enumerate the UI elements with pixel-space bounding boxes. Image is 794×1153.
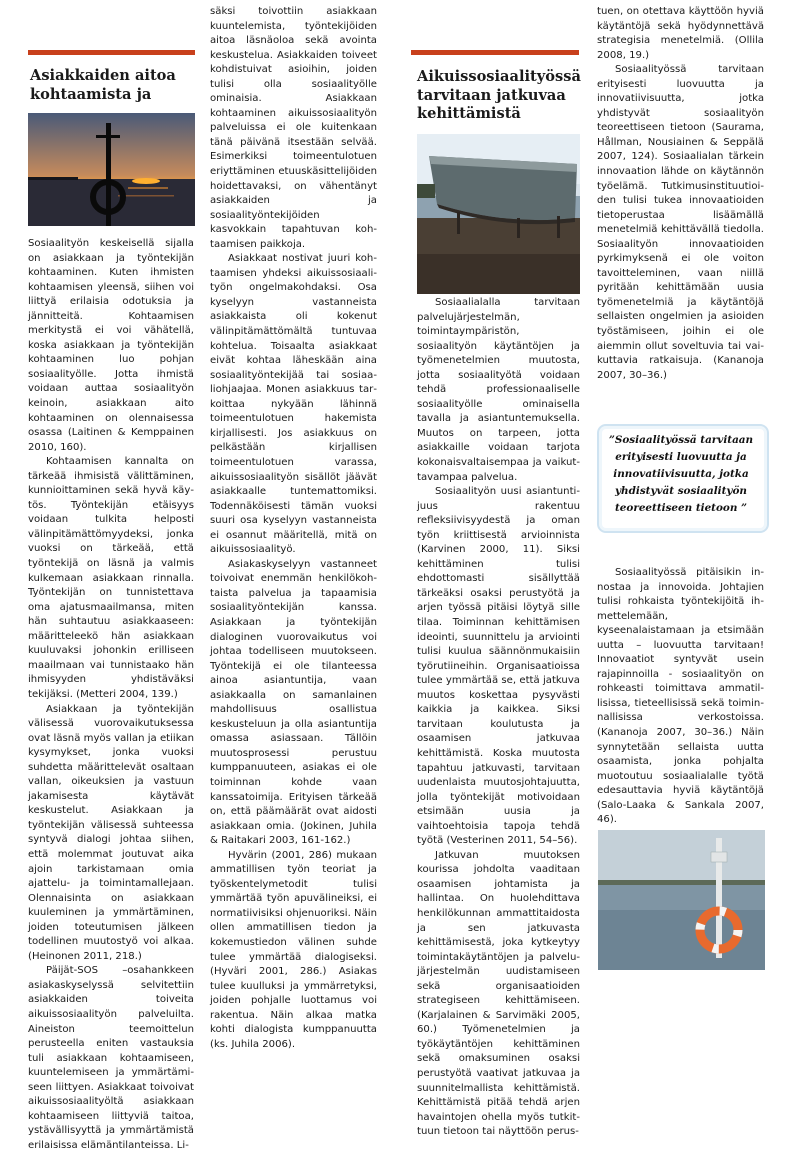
paragraph: Päijät-SOS –osahankkeen asiakaskyselyssä selvitettiin asiakkaiden toiveita aikuissosiaalityön palveluilta. Aineiston teemoittelun perusteella eniten vastauksia tuli asiakkaan kohtaamiseen, kuuntelemiseen ja ymmärtämiseen liittyen. Asiakkaat toivoivat aikuissosiaalityöltä asiakkaan kohtaamiseen liittyviä taitoa, ystävällisyyttä ja ymmärtämistä erilaisissa elämäntilanteissa. Li- [28,965,194,1151]
article1-accent-bar [28,50,195,55]
article1-column-1 [28,237,194,1153]
paragraph: Sosiaalityön uusi asiantuntijuus rakentuu refleksiivisyydestä ja oman työn kriittisestä arvioinnista (Karvinen 2000, 11). Siksi kehittäminen tulisi ehdottomasti sisällyttää tärkeäksi osaksi perustyötä ja arjen työssä pitäisi löytyä sille tilaa. Toiminnan kehittämisen ideointi, suunnittelu ja arviointi tulisi kuulua säännönmukaisiin työrutiineihin. Organisaatioissa tulee ymmärtää se, että jatkuva muutos koskettaa pysyvästi kaikkia ja kaikkea. Siksi tarvitaan koulutusta ja osaamisen jatkuvaa kehittämistä. Koska muutosta tapahtuu jatkuvasti, tarvitaan uudenlaista muutosjohtajuutta, jolla työntekijät motivoidaan etsimään uusia ja vaihtoehtoisia tapoja tehdä työtä (Vesterinen 2011, 54–56). [417,486,580,847]
sunset-lifebuoy-illustration [28,113,195,226]
paragraph: Asiakkaan ja työntekijän välisessä vuorovaikutuksessa ovat läsnä myös vallan ja etiikan kysymykset, jonka vuoksi suhdetta määrittelevät osaltaan vallan, oikeuksien ja vastuun jakamisesta käytävät keskustelut. Asiakkaan ja työntekijän välisessä suhteessa syntyvä dialogi johtaa siihen, että molemmat joutuvat aika ajoin tarkistamaan omia ajattelu- ja toimintamallejaan. Olennaisinta on asiakkaan kuuleminen ja ymmärtäminen, joiden toteutumisen jälkeen todellinen muutostyö voi alkaa. (Heinonen 2011, 218.) [28,703,194,962]
paragraph: Sosiaalityön keskeisellä sijalla on asiakkaan ja työntekijän kohtaaminen. Kuten ihmisten kohtaamisen yleensä, siihen voi liittyä erilaisia odotuksia ja jännitteitä. Kohtaamisen merkitystä ei voi vähätellä, koska asiakkaan ja työntekijän kohtaaminen luo pohjan sosiaalityölle. Jotta ihmistä voidaan auttaa sosiaalityön keinoin, asiakkaan aito kohtaaminen on olennaisessa osassa (Laitinen & Kemppainen 2010, 160). [28,238,194,453]
pull-quote-text: ”Sosiaalityössä tarvitaan erityisesti luovuutta ja innovatiivisuutta, jotka yhdistyvät sosiaalityön teoreettiseen tietoon ” [608,434,754,514]
lifebuoy-photo [598,830,765,970]
article2-heading: Aikuissosiaalityössä tarvitaan jatkuvaa kehittämistä [417,68,581,122]
boat-photo [417,134,580,294]
paragraph: Asiakaskyselyyn vastanneet toivoivat enemmän henkilökohtaista palvelua ja tapaamisia sosiaalityöntekijän kanssa. Asiakkaan ja työntekijän dialoginen vuorovaikutus voi johtaa todelliseen muutokseen. Työntekijä ei ole tilanteessa ainoa asiantuntija, vaan asiakkaalla on samanlainen mahdollisuus osallistua keskusteluun ja olla asiantuntija omassa asiassaan. Tällöin muutosprosessi perustuu kumppanuuteen, asiakas ei ole toiminnan kohde vaan kanssatoimija. Erityisen tärkeää on, että päämäärät ovat aidosti asiakkaan omia. (Jokinen, Juhila & Raitakari 2003, 161-162.) [210,558,377,847]
paragraph: tuen, on otettava käyttöön hyviä käytäntöjä sekä hyödynnettävä strategisia menetelmiä. (Ollila 2008, 19.) [597,6,764,61]
boat-on-shore-illustration [417,134,580,294]
lifebuoy-lake-illustration [598,830,765,970]
paragraph: Sosiaalityössä pitäisikin innostaa ja innovoida. Johtajien tulisi rohkaista työntekijöitä ihmettelemään, kyseenalaistamaan ja etsimään uutta – luovuutta tarvitaan! Innovaatiot syntyvät usein rajapinnoilla - sosiaalityön on rohkeasti toimittava ammatillisissa, tieteellisissä sekä toiminnallisissa verkostoissa. (Kananoja 2007, 30–36.) Näin synnytetään sellaista uutta osaamista, jonka pohjalta muotoutuu sosiaalialalle työtä edesauttavia hyviä käytäntöjä (Salo-Laaka & Sankala 2007, 46). [597,567,764,826]
article2-accent-bar [411,50,579,55]
article2-column-4-upper [597,5,764,383]
article1-heading: Asiakkaiden aitoa kohtaamista ja [30,67,176,103]
sunset-lifebuoy-photo [28,113,195,226]
article2-column-4-lower [597,566,764,828]
paragraph: Hyvärin (2001, 286) mukaan ammatillisen työn teoriat ja työskentelymetodit tulisi ymmärtää työn apuvälineiksi, ei normatiivisiksi ohjenuoriksi. Näin ollen ammatillisen tiedon ja kokemustiedon välinen suhde tulee ymmärtää dialogiseksi. (Hyväri 2001, 286.) Asiakas tulee kuulluksi ja ymmärretyksi, joiden pohjalle luottamus voi rakentua. Näin alkaa matka kohti dialogista kumppanuutta (ks. Juhila 2006). [210,849,377,1050]
article1-column-2 [210,5,377,1052]
paragraph: Sosiaalialalla tarvitaan palvelujärjestelmän, toimintaympäristön, sosiaalityön käytäntöjen ja työmenetelmien muutosta, jotta sosiaalityötä voidaan tehdä professionaaliselle sosiaalityölle ominaisella tavalla ja asiantuntemuksella. Muutos on tarpeen, jotta asiakkaille voidaan tarjota kokonaisvaltaisempaa ja vaikuttavampaa palvelua. [417,297,580,483]
paragraph: Jatkuvan muutoksen kourissa johdolta vaaditaan osaamisen johtamista ja hallintaa. On huolehdittava henkilökunnan ammattitaidosta ja sen jatkuvasta kehittämisestä, joka kytkeytyy toimintakäytäntöjen ja palvelujärjestelmän uudistamiseen sekä organisaatioiden strategiseen kehittämiseen. (Karjalainen & Sarvimäki 2005, 60.) Työmenetelmien ja työkäytäntöjen kehittäminen sekä omaksuminen osaksi perustyötä vaativat jatkuvaa ja suunnitelmallista kehittämistä. Kehittämistä pitää tehdä arjen havaintojen ohella myös tutkittuun tietoon tai näyttöön perus- [417,849,580,1138]
article2-column-3 [417,296,580,1140]
paragraph: säksi toivottiin asiakkaan kuuntelemista, työntekijöiden aitoa läsnäoloa sekä avointa keskustelua. Asiakkaiden toiveet kohdistuivat asioihin, joiden tulisi olla sosiaalityölle ominaisia. Asiakkaan kohtaaminen aikuissosiaalityön palveluissa ei ole kuitenkaan tänä päivänä itsestään selvää. Esimerkiksi toimeentulotuen eriyttäminen etuuskäsittelijöiden hoidettavaksi, on vähentänyt asiakkaiden ja sosiaalityöntekijöiden kasvokkain tapahtuvan kohtaamisen paikkoja. [210,6,377,250]
paragraph: Sosiaalityössä tarvitaan erityisesti luovuutta ja innovatiivisuutta, jotka yhdistyvät sosiaalityön teoreettiseen tietoon (Saurama, Hållman, Nousiainen & Seppälä 2007, 124). Sosiaalialan tärkein innovaation lähde on käytännön työelämä. Tutkimusinstituutioiden tulisi tukea innovaatioiden tietoperustaa lisäämällä menetelmiä kehittävällä tiedolla. Sosiaalityön innovaatioiden pyrkimyksenä ei ole voiton tavoitteleminen, vaan niillä pyritään kehittämään uusia työmenetelmiä ja käytäntöjä sellaisten ongelmien ja asioiden työstämiseen, joihin ei ole aiemmin ollut soveltuvia tai vaikuttavia ratkaisuja. (Kananoja 2007, 30–36.) [597,64,764,381]
paragraph: Kohtaamisen kannalta on tärkeää ihmisistä välittäminen, kunnioittaminen sekä hyvä käytös. Työntekijän etäisyys voidaan tulkita helposti välinpitämättömyydeksi, jonka vuoksi on tärkeää, että työntekijä on läsnä ja valmis kulkemaan asiakkaan rinnalla. Työntekijän on tunnistettava oma ajatusmaailmansa, miten hän suhtautuu asiakkaaseen: määritteleekö hän asiakkaan kuuluvaksi johonkin erilliseen maailmaan vai tunnistaako hän ihmisyyden yhdistäväksi tekijäksi. (Metteri 2004, 139.) [28,456,194,700]
paragraph: Asiakkaat nostivat juuri kohtaamisen yhdeksi aikuissosiaalityön ongelmakohdaksi. Osa kyselyyn vastanneista asiakkaista oli kokenut välinpitämättömältä tuntuvaa kohtelua. Toisaalta asiakkaat eivät kohtaa läheskään aina sosiaalityöntekijää tai sosiaaliohjaajaa. Monen asiakkuus tarkoittaa nykyään lähinnä toimeentulotuen hakemista kirjallisesti. Jos asiakkuus on pelkästään kirjallisen toimeentulotuen varassa, aikuissosiaalityön sisällöt jäävät asiakkaalle tuntemattomiksi. Todennäköisesti tämän vuoksi suuri osa kyselyyn vastanneista ei osannut määritellä, mitä on aikuissosiaalityö. [210,253,377,556]
